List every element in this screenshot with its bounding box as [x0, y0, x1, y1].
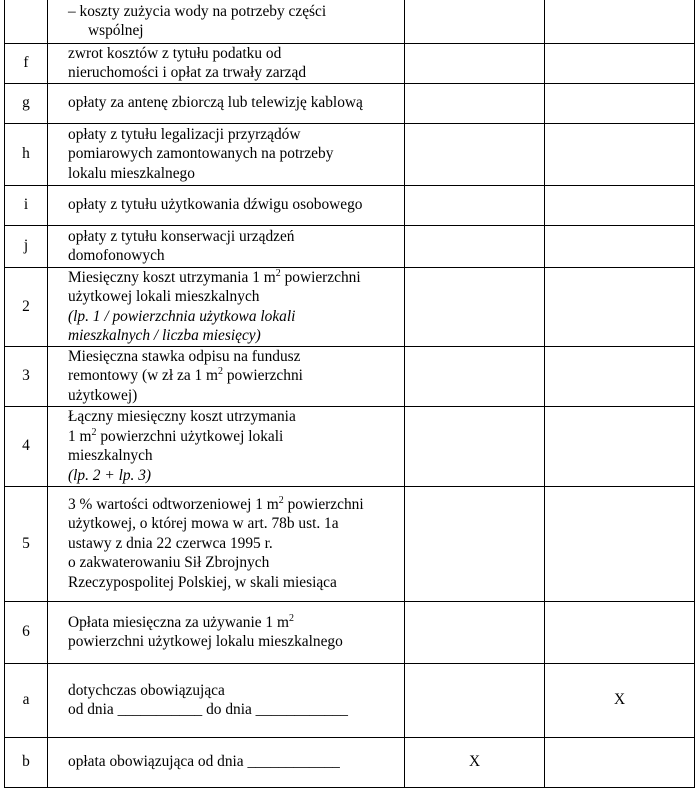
- table-row: [5, 663, 695, 737]
- row-number-cell: f: [5, 43, 48, 83]
- description-line: 1 $m^2$ powierzchni użytkowej lokali: [68, 426, 284, 445]
- row-description-cell: [48, 267, 405, 346]
- value-cell-previous: [545, 225, 695, 267]
- table-row: [5, 225, 695, 267]
- row-number-cell: 2: [5, 267, 48, 346]
- fee-table: [4, 0, 695, 788]
- table-row: [5, 0, 695, 43]
- row-description-cell: [48, 486, 405, 601]
- value-cell-current: [405, 663, 545, 737]
- superscript: 2: [278, 494, 284, 506]
- table-row: [5, 486, 695, 601]
- value-cell-previous: X: [545, 663, 695, 737]
- value-cell-current: [405, 123, 545, 185]
- row-description-cell: [48, 185, 405, 225]
- description-line: opłaty z tytułu użytkowania dźwigu osobowego: [68, 196, 363, 214]
- description-line: ustawy z dnia 22 czerwca 1995 r.: [68, 534, 273, 552]
- value-cell-previous: [545, 406, 695, 486]
- value-cell-previous: [545, 737, 695, 787]
- description-line: opłaty za antenę zbiorczą lub telewizję kablową: [68, 94, 363, 112]
- description-line: opłata obowiązująca od dnia ____________: [68, 753, 340, 771]
- row-number-cell: 4: [5, 406, 48, 486]
- value-cell-current: [405, 346, 545, 406]
- table-row: [5, 43, 695, 83]
- description-line: o zakwaterowaniu Sił Zbrojnych: [68, 554, 270, 572]
- description-line: mieszkalnych: [68, 447, 153, 464]
- description-line: opłaty z tytułu konserwacji urządzeń: [68, 227, 295, 245]
- description-line: dotychczas obowiązująca: [68, 681, 225, 699]
- row-number-cell: g: [5, 83, 48, 123]
- row-number-cell: a: [5, 663, 48, 737]
- description-line: Opłata miesięczna za używanie 1 $m^2$: [68, 612, 294, 631]
- value-cell-current: X: [405, 737, 545, 787]
- table-row: [5, 346, 695, 406]
- row-description-cell: [48, 346, 405, 406]
- value-cell-previous: [545, 267, 695, 346]
- description-line: – koszty zużycia wody na potrzeby części: [68, 2, 327, 20]
- value-cell-previous: [545, 123, 695, 185]
- value-cell-current: [405, 185, 545, 225]
- table-row: [5, 83, 695, 123]
- row-number-cell: j: [5, 225, 48, 267]
- description-line: nieruchomości i opłat za trwały zarząd: [68, 64, 307, 81]
- table-row: [5, 123, 695, 185]
- row-description-cell: [48, 225, 405, 267]
- description-line: użytkowej): [68, 386, 138, 404]
- description-line: wspólnej: [88, 22, 144, 40]
- row-description-cell: [48, 0, 405, 43]
- value-cell-current: [405, 43, 545, 83]
- description-line: Rzeczypospolitej Polskiej, w skali miesiąca: [68, 573, 337, 591]
- row-number-cell: 3: [5, 346, 48, 406]
- description-line: Łączny miesięczny koszt utrzymania: [68, 408, 296, 425]
- row-description-cell: [48, 43, 405, 83]
- value-cell-current: [405, 0, 545, 43]
- table-row: [5, 737, 695, 787]
- row-number-cell: b: [5, 737, 48, 787]
- description-line: remontowy (w zł za 1 $m^2$ powierzchni: [68, 366, 303, 385]
- description-line: mieszkalnych / liczba miesięcy): [68, 327, 261, 344]
- description-line: powierzchni użytkowej lokalu mieszkalnego: [68, 633, 343, 650]
- superscript: 2: [91, 426, 97, 438]
- row-description-cell: [48, 601, 405, 663]
- value-cell-current: [405, 267, 545, 346]
- description-line: opłaty z tytułu legalizacji przyrządów: [68, 125, 301, 143]
- description-line: Miesięczny koszt utrzymania 1 $m^2$ powierzchni: [68, 267, 361, 286]
- row-number-cell: [5, 0, 48, 43]
- value-cell-previous: [545, 486, 695, 601]
- value-cell-previous: [545, 0, 695, 43]
- description-line: użytkowej, o której mowa w art. 78b ust. 1a: [68, 515, 339, 533]
- description-line: (lp. 1 / powierzchnia użytkowa lokali: [68, 307, 296, 325]
- superscript: 2: [218, 366, 224, 378]
- value-cell-current: [405, 486, 545, 601]
- row-description-cell: [48, 663, 405, 737]
- superscript: 2: [288, 612, 294, 624]
- row-number-cell: 6: [5, 601, 48, 663]
- value-cell-previous: [545, 43, 695, 83]
- value-cell-previous: [545, 346, 695, 406]
- description-line: lokalu mieszkalnego: [68, 164, 195, 182]
- table-row: [5, 267, 695, 346]
- description-line: zwrot kosztów z tytułu podatku od: [68, 44, 282, 62]
- row-number-cell: h: [5, 123, 48, 185]
- description-line: 3 % wartości odtworzeniowej 1 $m^2$ powierzchni: [68, 494, 364, 513]
- row-number-cell: i: [5, 185, 48, 225]
- description-line: (lp. 2 + lp. 3): [68, 466, 152, 484]
- value-cell-previous: [545, 185, 695, 225]
- value-cell-current: [405, 601, 545, 663]
- description-line: pomiarowych zamontowanych na potrzeby: [68, 145, 334, 163]
- superscript: 2: [275, 267, 281, 279]
- row-number-cell: 5: [5, 486, 48, 601]
- row-description-cell: [48, 83, 405, 123]
- table-row: [5, 406, 695, 486]
- row-description-cell: [48, 406, 405, 486]
- row-description-cell: [48, 123, 405, 185]
- table-row: [5, 185, 695, 225]
- row-description-cell: [48, 737, 405, 787]
- value-cell-current: [405, 406, 545, 486]
- value-cell-current: [405, 83, 545, 123]
- description-line: domofonowych: [68, 247, 165, 264]
- description-line: Miesięczna stawka odpisu na fundusz: [68, 347, 301, 365]
- value-cell-previous: [545, 83, 695, 123]
- value-cell-previous: [545, 601, 695, 663]
- table-row: [5, 601, 695, 663]
- description-line: od dnia ___________ do dnia ____________: [68, 701, 349, 718]
- description-line: użytkowej lokali mieszkalnych: [68, 288, 260, 305]
- value-cell-current: [405, 225, 545, 267]
